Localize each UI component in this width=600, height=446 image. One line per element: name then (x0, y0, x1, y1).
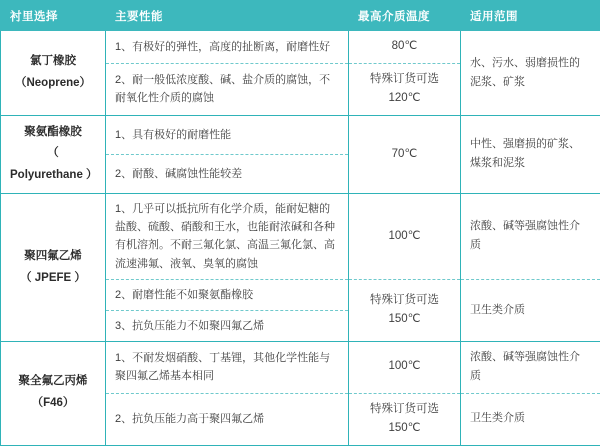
cell-application (461, 279, 600, 341)
application-line2: 煤浆和泥浆 (470, 154, 591, 173)
temperature-line1: 70℃ (358, 145, 451, 165)
column-header-performance: 主要性能 (106, 1, 349, 31)
temperature-line1: 特殊订货可选 (358, 400, 451, 420)
temperature-line1: 100℃ (358, 227, 451, 247)
cell-performance: 1、具有极好的耐磨性能 (106, 115, 349, 154)
lining-name-line2: （F46） (10, 393, 96, 415)
cell-performance: 1、几乎可以抵抗所有化学介质，能耐妃糖的盐酸、硫酸、硝酸和王水，也能耐浓碱和各种有机溶剂。不耐三氟化氯、高温三氟化氯、高流速沸氟、液氧、臭氧的腐蚀 (106, 194, 349, 280)
temperature-line1: 特殊订货可选 (358, 70, 451, 90)
cell-performance: 2、耐一般低浓度酸、碱、盐介质的腐蚀，不耐氧化性介质的腐蚀 (106, 63, 349, 115)
application-line1: 浓酸、碱等强腐蚀性介 (470, 348, 591, 367)
table-row (1, 31, 600, 64)
application-line1: 中性、强磨损的矿浆、 (470, 135, 591, 154)
cell-performance: 2、耐酸、碱腐蚀性能较差 (106, 154, 349, 193)
table-row (1, 115, 600, 154)
temperature-line1: 80℃ (358, 37, 451, 57)
lining-name-line1: 聚氨酯橡胶 (10, 122, 96, 144)
temperature-line2: 120℃ (358, 89, 451, 109)
column-header-application: 适用范围 (461, 1, 600, 31)
table-body (1, 31, 600, 446)
column-header-max-temperature: 最高介质温度 (349, 1, 461, 31)
application-line2: 质 (470, 367, 591, 386)
cell-temperature (349, 342, 461, 394)
application-line1: 水、污水、弱磨损性的 (470, 54, 591, 73)
application-line1: 卫生类介质 (470, 301, 591, 320)
temperature-line2: 150℃ (358, 419, 451, 439)
cell-performance: 1、有极好的弹性，高度的扯断离，耐磨性好 (106, 31, 349, 64)
lining-name-line2: （ Polyurethane ） (10, 143, 96, 187)
cell-performance: 2、耐磨性能不如聚氨酯橡胶 (106, 279, 349, 310)
cell-lining-name (1, 31, 106, 116)
cell-performance: 2、抗负压能力高于聚四氟乙烯 (106, 393, 349, 445)
cell-lining-name (1, 194, 106, 342)
application-line2: 泥浆、矿浆 (470, 73, 591, 92)
lining-name-line1: 聚全氟乙丙烯 (10, 371, 96, 393)
cell-lining-name (1, 115, 106, 194)
column-header-lining: 衬里选择 (1, 1, 106, 31)
lining-name-line2: （ JPEFE ） (10, 268, 96, 290)
lining-name-line2: （Neoprene） (10, 73, 96, 95)
table-header-row (1, 1, 600, 31)
table-header (1, 1, 600, 31)
table-row (1, 194, 600, 280)
cell-application (461, 194, 600, 280)
cell-temperature (349, 115, 461, 194)
application-line1: 卫生类介质 (470, 409, 591, 428)
application-line2: 质 (470, 236, 591, 255)
cell-temperature (349, 31, 461, 64)
lining-name-line1: 氯丁橡胶 (10, 51, 96, 73)
temperature-line1: 特殊订货可选 (358, 291, 451, 311)
cell-lining-name (1, 342, 106, 446)
cell-temperature (349, 393, 461, 445)
cell-application (461, 393, 600, 445)
cell-performance: 1、不耐发烟硝酸、丁基锂，其他化学性能与聚四氟乙烯基本相同 (106, 342, 349, 394)
cell-temperature (349, 279, 461, 341)
table-row (1, 342, 600, 394)
application-line1: 浓酸、碱等强腐蚀性介 (470, 217, 591, 236)
cell-performance: 3、抗负压能力不如聚四氟乙烯 (106, 310, 349, 341)
lining-name-line1: 聚四氟乙烯 (10, 246, 96, 268)
cell-application (461, 342, 600, 394)
cell-temperature (349, 63, 461, 115)
cell-temperature (349, 194, 461, 280)
temperature-line2: 150℃ (358, 310, 451, 330)
cell-application (461, 31, 600, 116)
cell-application (461, 115, 600, 194)
temperature-line1: 100℃ (358, 357, 451, 377)
